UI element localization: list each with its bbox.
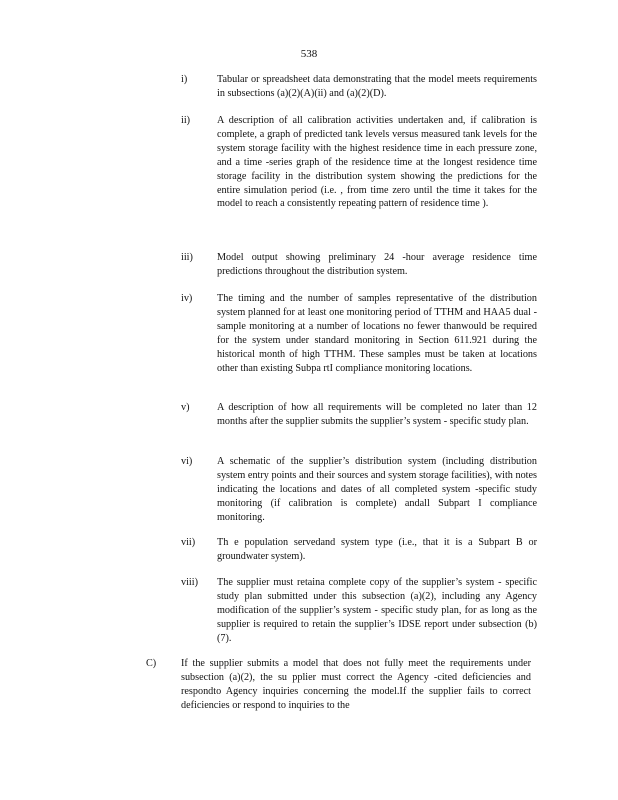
item-text: If the supplier submits a model that does not fully meet the requirements under subsection (a)(2), the su pplier must correct the Agency -cited deficiencies and respondto Agency inquiries concerning the model.If the supplier fails to correct deficiencies or respond to inquiries to the [181,658,531,711]
item-label: iii) [181,252,193,263]
item-label: i) [181,74,188,85]
item-label: iv) [181,293,193,304]
item-text: The supplier must retaina complete copy of the supplier’s system - specific study plan submitted under this subsection (a)(2), including any Agency modification of the supplier’s system - specific study plan, for as long as the supplier is required to retain the supplier’s IDSE report under subsection (b)(7). [217,577,537,644]
item-label: vi) [181,456,193,467]
item-text: Model output showing preliminary 24 -hour average residence time predictions throughout the distribution system. [217,252,537,277]
item-label: ii) [181,115,191,126]
item-text: A schematic of the supplier’s distribution system (including distribution system entry points and their sources and system storage facilities), with notes indicating the locations and dates of all completed system -specific study monitoring (if calibration is complete) andall Subpart I compliance monitoring. [217,456,537,523]
item-label: vii) [181,537,196,548]
item-label: C) [146,658,157,669]
item-label: v) [181,402,190,413]
item-text: Th e population servedand system type (i.e., that it is a Subpart B or groundwater system). [217,537,537,562]
page-number: 538 [300,48,318,60]
item-text: A description of all calibration activities undertaken and, if calibration is complete, a graph of predicted tank levels versus measured tank levels for the system storage facility with the highest residence time in each pressure zone, and a time -series graph of the residence time at the longest residence time storage facility in the distribution system showing the predictions for the entire simulation period (i.e. , from time zero until the time it takes for the model to reach a consistently repeating pattern of residence time ). [217,115,537,210]
item-text: Tabular or spreadsheet data demonstrating that the model meets requirements in subsections (a)(2)(A)(ii) and (a)(2)(D). [217,74,537,99]
item-label: viii) [181,577,198,588]
item-text: A description of how all requirements will be completed no later than 12 months after the supplier submits the supplier’s system - specific study plan. [217,402,537,427]
item-text: The timing and the number of samples representative of the distribution system planned for at least one monitoring period of TTHM and HAA5 dual -sample monitoring at a number of locations no fewer thanwould be required for the system under standard monitoring in Section 611.921 during the historical month of high TTHM. These samples must be taken at locations other than existing Subpa rtI compliance monitoring locations. [217,293,537,374]
